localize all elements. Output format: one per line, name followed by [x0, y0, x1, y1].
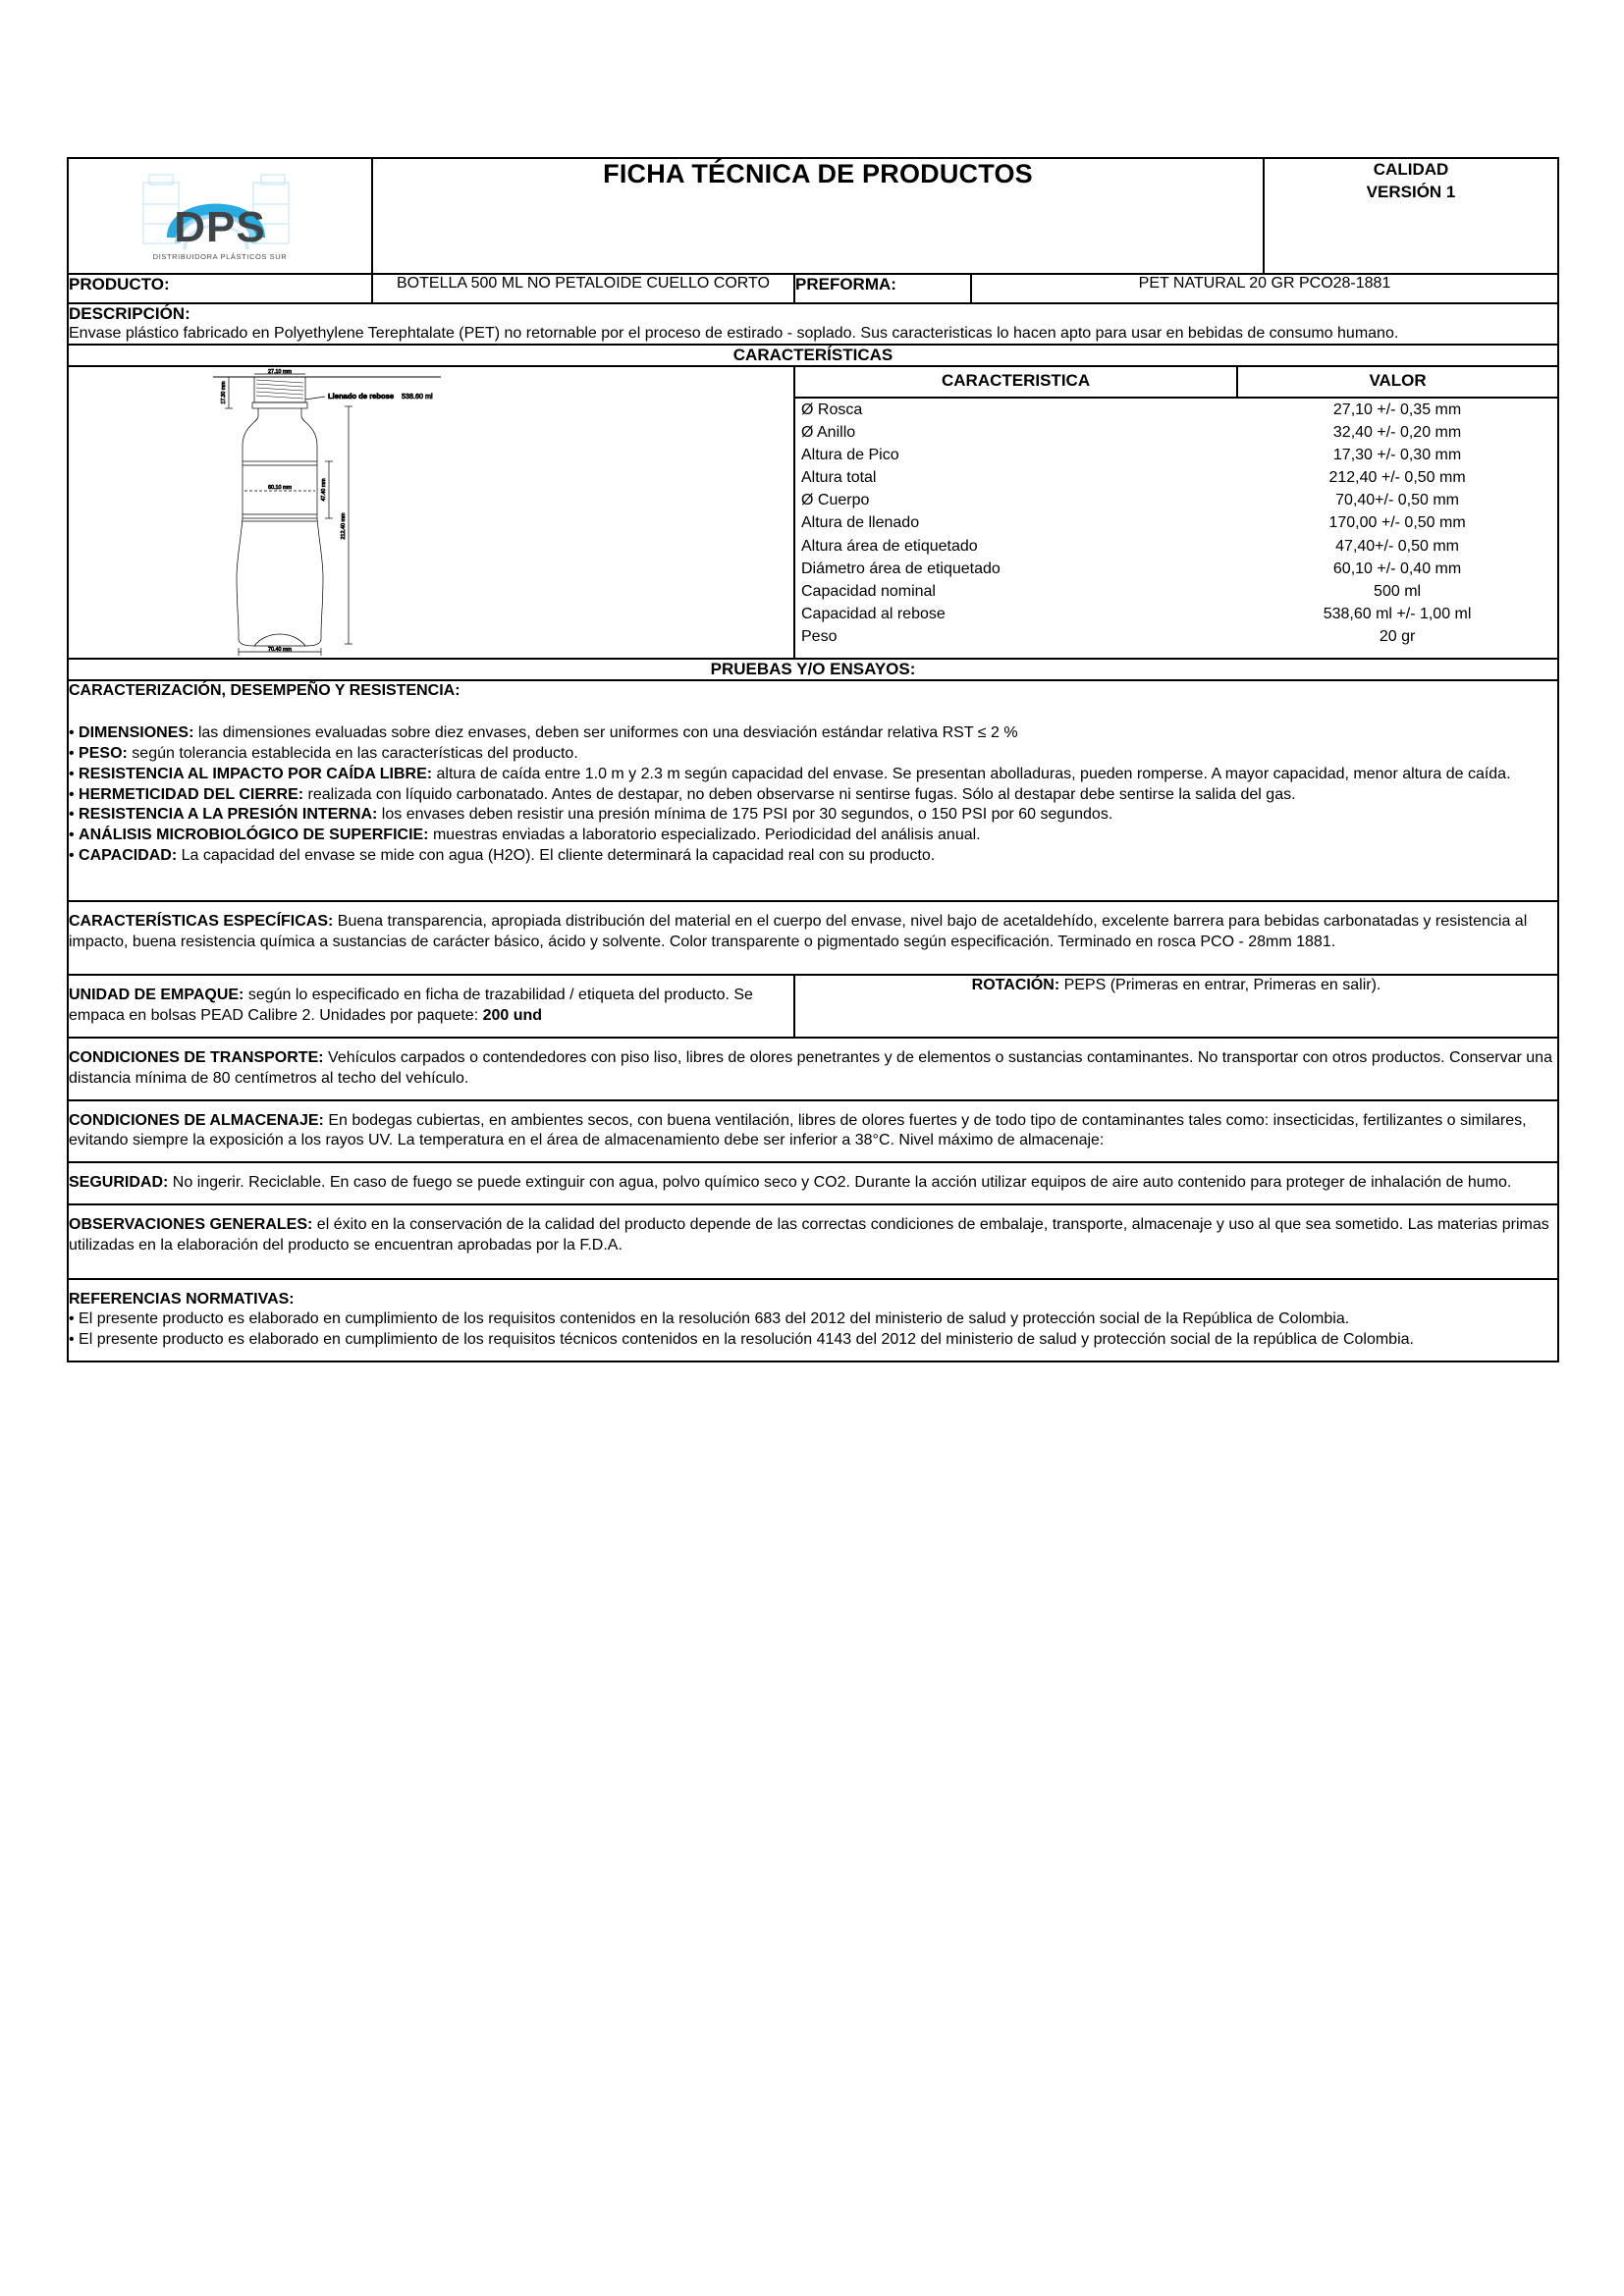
char-name: Capacidad nominal [801, 582, 936, 600]
prueba-text: los envases deben resistir una presión mínima de 175 PSI por 30 segundos, o 150 PSI por 60 segundos. [377, 806, 1113, 824]
col-header-valor: VALOR [1237, 367, 1557, 397]
char-value: 17,30 +/- 0,30 mm [1332, 447, 1462, 464]
dim-etiqueta-alto-label: 47.40 mm [321, 478, 327, 503]
producto-value-cell [372, 274, 794, 303]
empaque-units: 200 und [482, 1007, 543, 1025]
observaciones-paragraph [69, 1215, 1557, 1256]
producto-row [68, 274, 1558, 303]
preforma-label: PREFORMA: [795, 275, 896, 294]
almacenaje-paragraph [69, 1111, 1557, 1152]
char-value: 70,40+/- 0,50 mm [1335, 492, 1459, 509]
almacenaje-label: CONDICIONES DE ALMACENAJE: [69, 1111, 324, 1129]
descripcion-cell [68, 303, 1558, 345]
char-value: 47,40+/- 0,50 mm [1335, 537, 1459, 555]
caracteristicas-content-row [68, 366, 1558, 659]
callout-bold-label: Llenado de rebose [328, 392, 395, 401]
prueba-text: altura de caída entre 1.0 m y 2.3 m según capacidad del envase. Se presentan abolladuras, pueden romperse. A mayor capacidad, menor altura de caída. [432, 765, 1511, 782]
char-value: 170,00 +/- 0,50 mm [1328, 514, 1466, 532]
prueba-label: DIMENSIONES: [79, 724, 194, 742]
char-value: 32,40 +/- 0,20 mm [1332, 424, 1462, 442]
char-value: 500 ml [1374, 582, 1422, 600]
transporte-paragraph [69, 1048, 1557, 1090]
char-name: Ø Anillo [801, 424, 856, 442]
prueba-text: muestras enviadas a laboratorio especializado. Periodicidad del análisis anual. [428, 827, 981, 844]
char-name: Altura total [801, 469, 877, 487]
observaciones-label: OBSERVACIONES GENERALES: [69, 1216, 313, 1234]
char-name: Altura de llenado [801, 514, 920, 532]
char-name: Peso [801, 628, 838, 645]
table-row [795, 558, 1557, 580]
almacenaje-text: En bodegas cubiertas, en ambientes secos, con buena ventilación, libres de olores fuertes y de todo tipo de contaminantes tales como: insecticidas, fertilizantes o similares, evitando siempre la exposición a los rayos UV. La temperatura en el área de almacenamiento debe ser inferior a 38°C. Nivel máximo de almacenaje: [69, 1111, 1527, 1149]
col-header-caracteristica: CARACTERISTICA [795, 367, 1237, 397]
prueba-label: PESO: [79, 745, 128, 763]
empaque-label: UNIDAD DE EMPAQUE: [69, 987, 244, 1004]
observaciones-row [68, 1204, 1558, 1279]
preforma-value-cell [971, 274, 1558, 303]
bottle-technical-drawing [69, 367, 793, 658]
empaque-row [68, 975, 1558, 1038]
char-value: 20 gr [1379, 628, 1416, 645]
dim-pico-label: 17.30 mm [221, 381, 227, 405]
seguridad-label: SEGURIDAD: [69, 1174, 169, 1192]
especificas-row [68, 901, 1558, 976]
preforma-value: PET NATURAL 20 GR PCO28-1881 [1138, 275, 1391, 292]
datasheet-table [67, 157, 1559, 1362]
char-value: 212,40 +/- 0,50 mm [1328, 469, 1466, 487]
observaciones-cell [68, 1204, 1558, 1279]
table-row [795, 511, 1557, 534]
referencias-title: REFERENCIAS NORMATIVAS: [69, 1290, 295, 1308]
prueba-text: según tolerancia establecida en las características del producto. [127, 745, 578, 763]
especificas-label: CARACTERÍSTICAS ESPECÍFICAS: [69, 912, 334, 930]
char-name: Altura de Pico [801, 447, 899, 464]
referencia-item: • El presente producto es elaborado en cumplimiento de los requisitos técnicos contenidos en la resolución 4143 del 2012 del ministerio de salud y protección social de la república de Colombia. [69, 1331, 1414, 1349]
prueba-text: La capacidad del envase se mide con agua (H2O). El cliente determinará la capacidad real con su producto. [177, 847, 936, 865]
logo-cell [68, 158, 372, 274]
referencias-cell [68, 1279, 1558, 1362]
prueba-item: • HERMETICIDAD DEL CIERRE: realizada con líquido carbonatado. Antes de destapar, no deben observarse ni sentirse fugas. Sólo al destapar debe sentirse la salida del gas. [69, 785, 1296, 803]
rotacion-cell [794, 975, 1558, 1038]
char-name: Capacidad al rebose [801, 605, 946, 622]
char-name: Ø Cuerpo [801, 492, 870, 509]
bottle-drawing-icon [156, 367, 706, 658]
table-row [795, 625, 1557, 648]
table-header-row [795, 367, 1557, 397]
transporte-cell [68, 1038, 1558, 1100]
dps-logo [124, 165, 316, 263]
pruebas-title: CARACTERIZACIÓN, DESEMPEÑO Y RESISTENCIA: [69, 682, 460, 700]
rotacion-text: PEPS (Primeras en entrar, Primeras en salir). [1059, 977, 1381, 994]
seguridad-text: No ingerir. Reciclable. En caso de fuego se puede extinguir con agua, polvo químico seco y CO2. Durante la acción utilizar equipos de aire auto contenido para proteger de inhalación de humo. [168, 1174, 1512, 1192]
especificas-cell [68, 901, 1558, 976]
table-row [795, 421, 1557, 444]
caracteristicas-table-cell [794, 366, 1558, 659]
quality-version-cell [1264, 158, 1558, 274]
sheet-title-cell [372, 158, 1264, 274]
empaque-cell [68, 975, 794, 1038]
prueba-item: • ANÁLISIS MICROBIOLÓGICO DE SUPERFICIE: muestras enviadas a laboratorio especializado. Periodicidad del análisis anual. [69, 827, 981, 844]
dim-total-label: 212.40 mm [341, 512, 347, 540]
prueba-label: CAPACIDAD: [79, 847, 178, 865]
prueba-label: ANÁLISIS MICROBIOLÓGICO DE SUPERFICIE: [79, 827, 429, 844]
pruebas-row [68, 680, 1558, 900]
producto-label-cell [68, 274, 372, 303]
rotacion-paragraph [795, 976, 1557, 996]
page-title: FICHA TÉCNICA DE PRODUCTOS [603, 159, 1033, 188]
prueba-item: • RESISTENCIA A LA PRESIÓN INTERNA: los envases deben resistir una presión mínima de 175 PSI por 30 segundos, o 150 PSI por 60 segundos. [69, 806, 1113, 824]
header-row [68, 158, 1558, 274]
pruebas-band-row [68, 659, 1558, 680]
prueba-label: RESISTENCIA A LA PRESIÓN INTERNA: [79, 806, 378, 824]
dim-etiqueta-ancho-label: 60.10 mm [268, 485, 292, 492]
table-row [795, 603, 1557, 625]
dim-rosca-label: 27.10 mm [268, 369, 292, 376]
referencia-text: El presente producto es elaborado en cumplimiento de los requisitos contenidos en la resolución 683 del 2012 del ministerio de salud y protección social de la República de Colombia. [79, 1310, 1350, 1328]
transporte-row [68, 1038, 1558, 1100]
pruebas-band: PRUEBAS Y/O ENSAYOS: [68, 659, 1558, 680]
transporte-label: CONDICIONES DE TRANSPORTE: [69, 1049, 324, 1067]
table-row [795, 489, 1557, 511]
version-label: VERSIÓN 1 [1366, 182, 1456, 201]
especificas-paragraph [69, 912, 1557, 953]
prueba-text: las dimensiones evaluadas sobre diez envases, deben ser uniformes con una desviación estándar relativa RST ≤ 2 % [193, 724, 1018, 742]
char-value: 27,10 +/- 0,35 mm [1332, 400, 1462, 418]
transporte-text: Vehículos carpados o contendedores con piso liso, libres de olores penetrantes y de elementos o sustancias contaminantes. No transportar con otros productos. Conservar una distancia mínima de 80 centímetros al techo del vehículo. [69, 1049, 1552, 1087]
descripcion-row [68, 303, 1558, 345]
seguridad-row [68, 1162, 1558, 1204]
descripcion-text: Envase plástico fabricado en Polyethylene Terephtalate (PET) no retornable por el proceso de estirado - soplado. Sus caracteristicas lo hacen apto para usar en bebidas de consumo humano. [69, 325, 1399, 342]
descripcion-label: DESCRIPCIÓN: [69, 304, 190, 323]
preforma-label-cell [794, 274, 971, 303]
table-row [795, 466, 1557, 489]
observaciones-text: el éxito en la conservación de la calidad del producto depende de las correctas condiciones de embalaje, transporte, almacenaje y uso al que sea sometido. Las materias primas utilizadas en la elaboración del producto se encuentran aprobadas por la F.D.A. [69, 1216, 1549, 1254]
table-row [795, 535, 1557, 558]
referencias-row [68, 1279, 1558, 1362]
prueba-item: • RESISTENCIA AL IMPACTO POR CAÍDA LIBRE: altura de caída entre 1.0 m y 2.3 m según capacidad del envase. Se presentan abolladuras, pueden romperse. A mayor capacidad, menor altura de caída. [69, 765, 1511, 782]
table-row [795, 444, 1557, 466]
bottle-drawing-cell [68, 366, 794, 659]
caracteristicas-band: CARACTERÍSTICAS [68, 345, 1558, 366]
almacenaje-row [68, 1100, 1558, 1163]
prueba-item: • PESO: según tolerancia establecida en las características del producto. [69, 745, 578, 763]
seguridad-cell [68, 1162, 1558, 1204]
table-row [795, 398, 1557, 421]
referencia-item: • El presente producto es elaborado en cumplimiento de los requisitos contenidos en la resolución 683 del 2012 del ministerio de salud y protección social de la República de Colombia. [69, 1310, 1350, 1328]
seguridad-paragraph [69, 1173, 1557, 1194]
pruebas-cell [68, 680, 1558, 900]
prueba-text: realizada con líquido carbonatado. Antes de destapar, no deben observarse ni sentirse fugas. Sólo al destapar debe sentirse la salida del gas. [303, 785, 1296, 803]
empaque-paragraph [69, 986, 793, 1027]
prueba-label: RESISTENCIA AL IMPACTO POR CAÍDA LIBRE: [79, 765, 433, 782]
especificas-text: Buena transparencia, apropiada distribución del material en el cuerpo del envase, nivel bajo de acetaldehído, excelente barrera para bebidas carbonatadas y resistencia al impacto, buena resistencia química a sustancias de carácter básico, ácido y solvente. Color transparente o pigmentado según especificación. Terminado en rosca PCO - 28mm 1881. [69, 912, 1528, 950]
quality-label: CALIDAD [1373, 160, 1449, 179]
referencia-text: El presente producto es elaborado en cumplimiento de los requisitos técnicos contenidos en la resolución 4143 del 2012 del ministerio de salud y protección social de la república de Colombia. [79, 1331, 1414, 1349]
char-value: 538,60 ml +/- 1,00 ml [1323, 605, 1472, 622]
rotacion-label: ROTACIÓN: [971, 977, 1060, 994]
empaque-text: según lo especificado en ficha de trazabilidad / etiqueta del producto. Se empaca en bolsas PEAD Calibre 2. Unidades por paquete: [69, 987, 753, 1025]
logo-subtitle: DISTRIBUIDORA PLÁSTICOS SUR [152, 252, 288, 261]
caracteristicas-table [795, 367, 1557, 648]
producto-label: PRODUCTO: [69, 275, 170, 294]
char-name: Altura área de etiquetado [801, 537, 978, 555]
prueba-item: • CAPACIDAD: La capacidad del envase se mide con agua (H2O). El cliente determinará la capacidad real con su producto. [69, 847, 936, 865]
table-row [795, 580, 1557, 603]
callout-value-label: 538.60 ml [402, 392, 433, 401]
svg-text:DPS: DPS [174, 203, 266, 251]
almacenaje-cell [68, 1100, 1558, 1163]
char-name: Diámetro área de etiquetado [801, 560, 1001, 577]
dim-cuerpo-label: 70.40 mm [268, 647, 292, 654]
datasheet-page [67, 157, 1557, 1362]
prueba-item: • DIMENSIONES: las dimensiones evaluadas sobre diez envases, deben ser uniformes con una desviación estándar relativa RST ≤ 2 % [69, 724, 1018, 742]
caracteristicas-band-row [68, 345, 1558, 366]
logo-artwork-icon [124, 165, 316, 263]
char-value: 60,10 +/- 0,40 mm [1332, 560, 1462, 577]
producto-value: BOTELLA 500 ML NO PETALOIDE CUELLO CORTO [397, 275, 770, 292]
prueba-label: HERMETICIDAD DEL CIERRE: [79, 785, 304, 803]
char-name: Ø Rosca [801, 400, 863, 418]
